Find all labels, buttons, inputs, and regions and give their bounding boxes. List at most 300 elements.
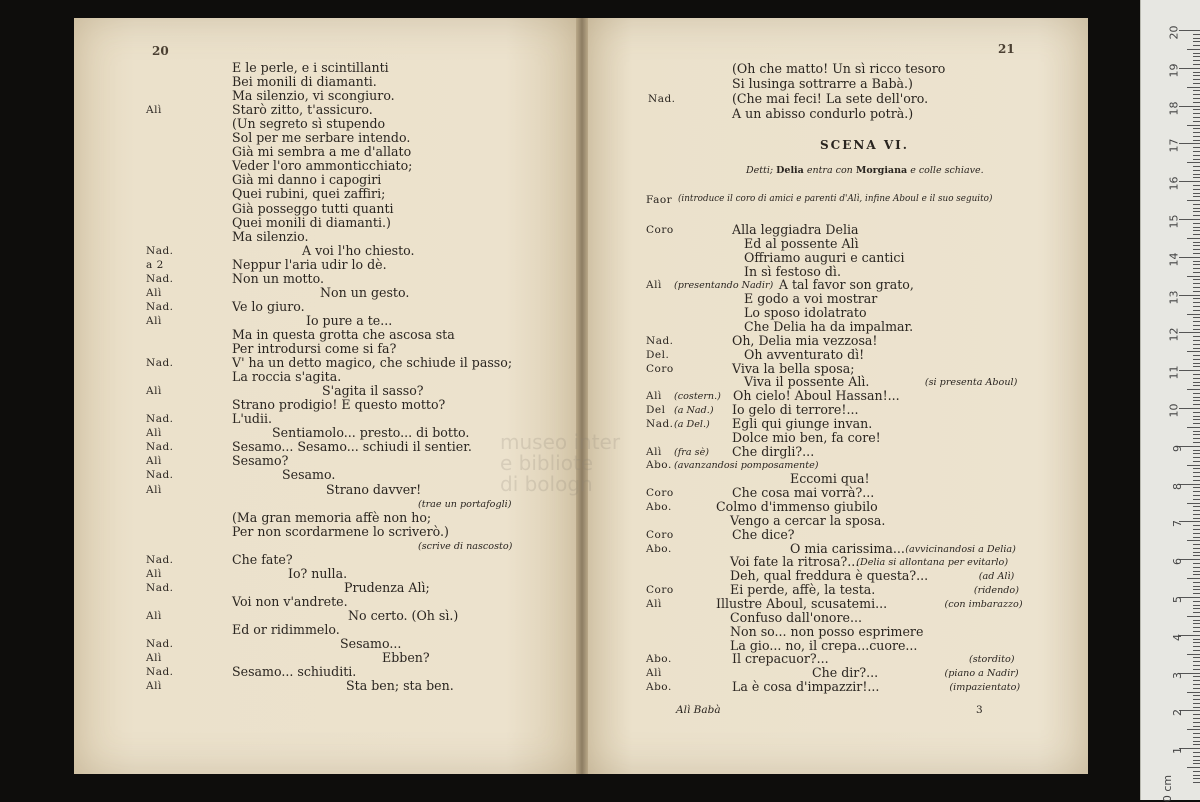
speaker-label: Coro bbox=[646, 528, 674, 541]
verse-line: Ma silenzio. bbox=[232, 228, 309, 244]
ruler-tick bbox=[1193, 223, 1200, 224]
ruler-tick bbox=[1193, 782, 1200, 783]
ruler-tick bbox=[1193, 707, 1200, 708]
watermark-line: e bibliote bbox=[500, 451, 594, 475]
ruler-tick bbox=[1193, 582, 1200, 583]
ruler-number: 5 bbox=[1171, 596, 1184, 603]
ruler-tick bbox=[1187, 616, 1200, 617]
speaker-label: Abo. bbox=[646, 459, 672, 472]
ruler-tick bbox=[1193, 642, 1200, 643]
ruler-tick bbox=[1193, 215, 1200, 216]
left-page-number: 20 bbox=[152, 44, 169, 58]
ruler-tick bbox=[1187, 729, 1200, 730]
ruler-tick bbox=[1193, 211, 1200, 212]
ruler-tick bbox=[1193, 45, 1200, 46]
verse-line: (Un segreto sì stupendo bbox=[232, 116, 386, 132]
verse-line: S'agita il sasso? bbox=[322, 383, 424, 399]
speaker-label: Coro bbox=[646, 224, 674, 236]
speaker-label: Alì bbox=[146, 385, 162, 398]
ruler-tick bbox=[1187, 692, 1200, 693]
verse-line: Che fate? bbox=[232, 551, 293, 567]
ruler-tick bbox=[1193, 98, 1200, 99]
ruler-tick bbox=[1193, 763, 1200, 764]
speaker-label: Nad. bbox=[648, 93, 676, 105]
verse-line: A un abisso condurlo potrà.) bbox=[732, 106, 914, 121]
verse-line: Che dirgli?... bbox=[732, 443, 815, 459]
verse-line: Sesamo... schiuditi. bbox=[232, 664, 357, 680]
stage-direction-italic: (ridendo) bbox=[973, 585, 1019, 597]
footer-title: Alì Babà bbox=[676, 704, 721, 716]
ruler-tick bbox=[1193, 56, 1200, 57]
verse-line: In sì festoso dì. bbox=[744, 263, 841, 279]
faor-speaker: Faor bbox=[646, 194, 673, 206]
verse-line: Già mi sembra a me d'allato bbox=[232, 144, 412, 160]
ruler-tick bbox=[1193, 174, 1200, 175]
ruler-tick bbox=[1193, 676, 1200, 677]
ruler-tick bbox=[1193, 264, 1200, 265]
ruler-number: 7 bbox=[1171, 520, 1184, 528]
ruler-tick bbox=[1193, 438, 1200, 439]
ruler-tick bbox=[1179, 68, 1200, 69]
ruler-tick bbox=[1193, 336, 1200, 337]
stage-direction-italic: (trae un portafogli) bbox=[418, 498, 512, 510]
ruler-tick bbox=[1193, 177, 1200, 178]
ruler-tick bbox=[1193, 329, 1200, 330]
ruler-tick bbox=[1193, 714, 1200, 715]
ruler-tick bbox=[1193, 480, 1200, 481]
ruler-tick bbox=[1193, 374, 1200, 375]
ruler-tick bbox=[1193, 185, 1200, 186]
ruler-number: 10 bbox=[1167, 403, 1181, 418]
ruler-tick bbox=[1187, 276, 1200, 277]
ruler-tick bbox=[1193, 665, 1200, 666]
speaker-direction: (a Nad.) bbox=[674, 405, 714, 417]
verse-line: Voi non v'andrete. bbox=[232, 593, 348, 609]
verse-line: (Ma gran memoria affè non ho; bbox=[232, 509, 432, 525]
speaker-label: Alì bbox=[146, 652, 162, 665]
speaker-label: Nad. bbox=[146, 581, 174, 594]
ruler-tick bbox=[1193, 737, 1200, 738]
verse-line: Non un gesto. bbox=[320, 284, 410, 300]
verse-line: Sesamo? bbox=[232, 453, 289, 469]
ruler-tick bbox=[1193, 306, 1200, 307]
verse-line: Ve lo giuro. bbox=[232, 298, 305, 314]
ruler-tick bbox=[1193, 491, 1200, 492]
verse-line: Ma in questa grotta che ascosa sta bbox=[232, 326, 455, 342]
verse-line: Già mi danno i capogiri bbox=[232, 172, 382, 188]
ruler-tick bbox=[1193, 548, 1200, 549]
ruler-tick bbox=[1193, 227, 1200, 228]
ruler-tick bbox=[1193, 132, 1200, 133]
stage-direction-italic: (con imbarazzo) bbox=[944, 598, 1023, 610]
ruler-tick bbox=[1187, 125, 1200, 126]
ruler-tick bbox=[1193, 487, 1200, 488]
ruler-tick bbox=[1193, 506, 1200, 507]
verse-line: Ed al possente Alì bbox=[744, 235, 859, 251]
ruler-tick bbox=[1193, 680, 1200, 681]
ruler-tick bbox=[1193, 196, 1200, 197]
ruler-tick bbox=[1193, 775, 1200, 776]
ruler-tick bbox=[1187, 238, 1200, 239]
verse-line: A voi l'ho chiesto. bbox=[302, 242, 415, 258]
ruler-tick bbox=[1193, 620, 1200, 621]
watermark-line: di bologn bbox=[500, 472, 593, 496]
speaker-label: Alì bbox=[146, 483, 162, 496]
ruler-tick bbox=[1187, 351, 1200, 352]
ruler-tick bbox=[1179, 332, 1200, 333]
ruler-number: 18 bbox=[1167, 101, 1181, 116]
speaker-direction: (fra sè) bbox=[674, 446, 709, 458]
ruler-tick bbox=[1193, 646, 1200, 647]
ruler-tick bbox=[1193, 555, 1200, 556]
ruler-tick bbox=[1193, 261, 1200, 262]
verse-line: Che Delia ha da impalmar. bbox=[744, 318, 914, 334]
ruler-tick bbox=[1179, 257, 1200, 258]
stage-direction-italic: (avvicinandosi a Delia) bbox=[905, 543, 1016, 555]
verse-line: Voi fate la ritrosa?... bbox=[730, 554, 860, 570]
ruler-tick bbox=[1193, 639, 1200, 640]
ruler-tick bbox=[1193, 83, 1200, 84]
speaker-label: Nad. bbox=[146, 638, 174, 651]
ruler-tick bbox=[1193, 468, 1200, 469]
speaker-label: Abo. bbox=[646, 653, 672, 666]
ruler-tick bbox=[1193, 79, 1200, 80]
ruler-tick bbox=[1193, 268, 1200, 269]
ruler-tick bbox=[1187, 540, 1200, 541]
verse-line: Già posseggo tutti quanti bbox=[232, 200, 394, 216]
stage-direction-italic: (piano a Nadir) bbox=[944, 668, 1019, 680]
speaker-label: Alì bbox=[646, 667, 662, 680]
ruler-tick bbox=[1193, 703, 1200, 704]
ruler-tick bbox=[1187, 200, 1200, 201]
verse-line: Io pure a te... bbox=[306, 312, 393, 328]
ruler-tick bbox=[1193, 461, 1200, 462]
ruler-tick bbox=[1179, 295, 1200, 296]
verse-line: Oh cielo! Aboul Hassan!... bbox=[733, 388, 900, 404]
verse-line: No certo. (Oh sì.) bbox=[348, 607, 459, 623]
ruler-tick bbox=[1179, 106, 1200, 107]
ruler-tick bbox=[1193, 90, 1200, 91]
verse-line: Sesamo... Sesamo... schiudi il sentier. bbox=[232, 439, 472, 455]
ruler-tick bbox=[1193, 601, 1200, 602]
verse-line: Per introdursi come si fa? bbox=[232, 341, 397, 356]
speaker-label: Nad. bbox=[146, 469, 174, 482]
ruler-tick bbox=[1193, 495, 1200, 496]
ruler-tick bbox=[1187, 578, 1200, 579]
ruler-tick bbox=[1193, 537, 1200, 538]
ruler-tick bbox=[1187, 503, 1200, 504]
ruler-number: 16 bbox=[1167, 176, 1181, 191]
ruler-tick bbox=[1187, 654, 1200, 655]
ruler-tick bbox=[1179, 143, 1200, 144]
ruler-tick bbox=[1193, 605, 1200, 606]
verse-line: (Oh che matto! Un sì ricco tesoro bbox=[732, 61, 946, 76]
ruler-tick bbox=[1193, 53, 1200, 54]
ruler-tick bbox=[1193, 571, 1200, 572]
ruler-tick bbox=[1193, 744, 1200, 745]
speaker-label: Nad. bbox=[146, 413, 174, 426]
ruler-tick bbox=[1193, 627, 1200, 628]
verse-line: Veder l'oro ammonticchiato; bbox=[232, 158, 413, 174]
ruler-tick bbox=[1193, 230, 1200, 231]
ruler-number: 19 bbox=[1167, 63, 1181, 78]
ruler-tick bbox=[1193, 378, 1200, 379]
ruler-tick bbox=[1193, 518, 1200, 519]
ruler-tick bbox=[1187, 87, 1200, 88]
verse-line: Che dir?... bbox=[812, 665, 879, 681]
speaker-label: Nad. bbox=[146, 553, 174, 566]
ruler-tick bbox=[1193, 34, 1200, 35]
ruler-tick bbox=[1193, 431, 1200, 432]
ruler-number: 14 bbox=[1167, 252, 1181, 267]
verse-line: O mia carissima... bbox=[790, 540, 905, 556]
ruler-tick bbox=[1193, 741, 1200, 742]
ruler-tick bbox=[1193, 279, 1200, 280]
ruler-tick bbox=[1187, 314, 1200, 315]
ruler-tick bbox=[1193, 695, 1200, 696]
ruler-tick bbox=[1193, 208, 1200, 209]
stage-direction-italic: (impazientato) bbox=[949, 682, 1021, 694]
ruler-tick bbox=[1193, 242, 1200, 243]
ruler-tick bbox=[1193, 404, 1200, 405]
verse-line: A tal favor son grato, bbox=[778, 277, 914, 293]
ruler-tick bbox=[1193, 310, 1200, 311]
speaker-label: Nad. bbox=[146, 666, 174, 679]
verse-line: Neppur l'aria udir lo dè. bbox=[232, 256, 387, 272]
verse-line: Sta ben; sta ben. bbox=[346, 678, 454, 694]
ruler-tick bbox=[1193, 442, 1200, 443]
verse-line: Bei monili di diamanti. bbox=[232, 74, 377, 90]
speaker-label: Nad. bbox=[146, 244, 174, 257]
ruler-tick bbox=[1187, 767, 1200, 768]
speaker-label: a 2 bbox=[146, 258, 164, 271]
speaker-direction: (costern.) bbox=[674, 391, 721, 403]
speaker-label: Alì bbox=[646, 445, 662, 458]
scene-title: SCENA VI. bbox=[820, 138, 909, 152]
ruler-tick bbox=[1193, 245, 1200, 246]
ruler-tick bbox=[1193, 400, 1200, 401]
verse-line: Viva la bella sposa; bbox=[732, 360, 855, 376]
ruler-tick bbox=[1193, 650, 1200, 651]
speaker-label: Alì bbox=[146, 567, 162, 580]
ruler-tick bbox=[1193, 253, 1200, 254]
stage-direction-italic: (ad Alì) bbox=[978, 571, 1015, 583]
ruler-number: 9 bbox=[1171, 444, 1184, 452]
speaker-label: Abo. bbox=[646, 501, 672, 513]
verse-line: Che cosa mai vorrà?... bbox=[732, 485, 875, 501]
ruler-tick bbox=[1193, 567, 1200, 568]
ruler-tick bbox=[1193, 147, 1200, 148]
ruler-tick bbox=[1193, 41, 1200, 42]
ruler-tick bbox=[1193, 778, 1200, 779]
ruler-tick bbox=[1193, 450, 1200, 451]
ruler-number: 13 bbox=[1167, 290, 1181, 305]
speaker-label: Alì bbox=[646, 390, 662, 403]
ruler-tick bbox=[1193, 38, 1200, 39]
verse-line: Sentiamolo... presto... di botto. bbox=[272, 425, 470, 441]
verse-line: Starò zitto, t'assicuro. bbox=[232, 102, 373, 118]
verse-line: Quei monili di diamanti.) bbox=[232, 214, 391, 230]
ruler-tick bbox=[1193, 533, 1200, 534]
ruler-tick bbox=[1179, 219, 1200, 220]
verse-line: Vengo a cercar la sposa. bbox=[730, 512, 886, 528]
ruler-tick bbox=[1193, 272, 1200, 273]
ruler-number: 20 bbox=[1167, 25, 1181, 40]
ruler-tick bbox=[1193, 733, 1200, 734]
verse-line: Sesamo... bbox=[340, 636, 402, 652]
ruler-tick bbox=[1193, 344, 1200, 345]
verse-line: Viva il possente Alì. bbox=[744, 374, 870, 390]
speaker-direction: (a Del.) bbox=[674, 418, 710, 430]
ruler-tick bbox=[1193, 525, 1200, 526]
ruler-number: 6 bbox=[1171, 558, 1184, 566]
verse-line: Si lusinga sottrarre a Babà.) bbox=[732, 76, 913, 91]
ruler-tick bbox=[1193, 419, 1200, 420]
speaker-label: Alì bbox=[146, 104, 162, 117]
ruler-number: 12 bbox=[1167, 327, 1181, 342]
verse-line: Ei perde, affè, la testa. bbox=[730, 582, 876, 598]
ruler-tick bbox=[1193, 204, 1200, 205]
speaker-label: Alì bbox=[146, 609, 162, 622]
ruler-tick bbox=[1193, 385, 1200, 386]
verse-line: Per non scordarmene lo scriverò.) bbox=[232, 523, 449, 539]
ruler-tick bbox=[1193, 382, 1200, 383]
verse-line: La roccia s'agita. bbox=[232, 369, 342, 385]
right-page-number: 21 bbox=[998, 42, 1015, 56]
verse-line: Ma silenzio, vi scongiuro. bbox=[232, 88, 395, 104]
verse-line: Dolce mio ben, fa core! bbox=[732, 429, 881, 445]
ruler-tick bbox=[1193, 302, 1200, 303]
ruler-tick bbox=[1193, 453, 1200, 454]
ruler-tick bbox=[1193, 472, 1200, 473]
verse-line: Strano prodigio! E questo motto? bbox=[232, 397, 446, 413]
ruler-tick bbox=[1193, 393, 1200, 394]
verse-line: E godo a voi mostrar bbox=[744, 291, 878, 307]
ruler-tick bbox=[1193, 136, 1200, 137]
speaker-direction: (avanzandosi pomposamente) bbox=[674, 460, 819, 472]
speaker-label: Coro bbox=[646, 487, 674, 500]
verse-line: Sesamo. bbox=[282, 467, 336, 483]
ruler-tick bbox=[1193, 193, 1200, 194]
speaker-label: Alì bbox=[146, 314, 162, 327]
ruler-tick bbox=[1193, 586, 1200, 587]
ruler-tick bbox=[1193, 593, 1200, 594]
verse-line: Sol per me serbare intendo. bbox=[232, 130, 411, 146]
ruler-tick bbox=[1193, 121, 1200, 122]
ruler-tick bbox=[1193, 234, 1200, 235]
ruler-tick bbox=[1193, 283, 1200, 284]
ruler-tick bbox=[1193, 94, 1200, 95]
footer-signature: 3 bbox=[976, 704, 983, 716]
ruler-tick bbox=[1193, 340, 1200, 341]
verse-line: Colmo d'immenso giubilo bbox=[716, 499, 878, 514]
ruler-tick bbox=[1193, 563, 1200, 564]
ruler-tick bbox=[1193, 64, 1200, 65]
ruler-tick bbox=[1193, 434, 1200, 435]
ruler-tick bbox=[1193, 113, 1200, 114]
verse-line: Oh avventurato dì! bbox=[744, 346, 865, 362]
verse-line: Ebben? bbox=[382, 650, 430, 666]
stage-direction-italic: (si presenta Aboul) bbox=[924, 377, 1018, 389]
ruler-tick bbox=[1193, 325, 1200, 326]
verse-line: (Che mai feci! La sete dell'oro. bbox=[732, 91, 929, 106]
speaker-label: Alì bbox=[146, 455, 162, 468]
ruler-tick bbox=[1179, 370, 1200, 371]
verse-line: Confuso dall'onore... bbox=[730, 609, 862, 625]
ruler-tick bbox=[1193, 363, 1200, 364]
stage-direction-italic: (Delia si allontana per evitarlo) bbox=[856, 557, 1009, 569]
verse-line: Non un motto. bbox=[232, 270, 324, 286]
ruler-tick bbox=[1193, 359, 1200, 360]
ruler-tick bbox=[1193, 529, 1200, 530]
verse-line: Oh, Delia mia vezzosa! bbox=[732, 332, 878, 348]
ruler-tick bbox=[1193, 291, 1200, 292]
measuring-ruler bbox=[1140, 0, 1200, 800]
verse-line: Io? nulla. bbox=[288, 565, 348, 581]
speaker-direction: (presentando Nadir) bbox=[674, 280, 774, 292]
ruler-tick bbox=[1193, 514, 1200, 515]
ruler-tick bbox=[1193, 109, 1200, 110]
ruler-tick bbox=[1193, 771, 1200, 772]
ruler-tick bbox=[1193, 718, 1200, 719]
ruler-tick bbox=[1193, 612, 1200, 613]
ruler-tick bbox=[1193, 476, 1200, 477]
ruler-tick bbox=[1193, 423, 1200, 424]
ruler-tick bbox=[1179, 181, 1200, 182]
speaker-label: Nad. bbox=[646, 334, 674, 347]
ruler-tick bbox=[1193, 348, 1200, 349]
ruler-tick bbox=[1187, 427, 1200, 428]
ruler-tick bbox=[1187, 162, 1200, 163]
ruler-number: 3 bbox=[1171, 671, 1184, 679]
ruler-tick bbox=[1193, 608, 1200, 609]
verse-line: Quei rubini, quei zaffiri; bbox=[232, 186, 386, 202]
speaker-label: Alì bbox=[146, 286, 162, 299]
ruler-tick bbox=[1193, 552, 1200, 553]
speaker-label: Nad. bbox=[146, 300, 174, 313]
ruler-tick bbox=[1193, 189, 1200, 190]
verse-line: Eccomi qua! bbox=[790, 471, 870, 487]
speaker-label: Coro bbox=[646, 362, 674, 375]
faor-direction: (introduce il coro di amici e parenti d'Alì, infine Aboul e il suo seguito) bbox=[678, 194, 993, 204]
verse-line: Illustre Aboul, scusatemi... bbox=[716, 595, 888, 611]
ruler-tick bbox=[1193, 661, 1200, 662]
verse-line: Deh, qual freddura è questa?... bbox=[730, 568, 929, 584]
ruler-tick bbox=[1193, 752, 1200, 753]
ruler-tick bbox=[1193, 574, 1200, 575]
ruler-tick bbox=[1193, 317, 1200, 318]
ruler-tick bbox=[1193, 688, 1200, 689]
ruler-number: 1 bbox=[1171, 747, 1184, 755]
ruler-tick bbox=[1193, 128, 1200, 129]
ruler-tick bbox=[1187, 49, 1200, 50]
speaker-label: Del. bbox=[646, 348, 670, 361]
verse-line: L'udii. bbox=[232, 411, 273, 427]
verse-line: La è cosa d'impazzir!... bbox=[732, 679, 880, 695]
verse-line: Alla leggiadra Delia bbox=[732, 222, 859, 237]
ruler-tick bbox=[1193, 631, 1200, 632]
library-watermark bbox=[500, 432, 620, 495]
speaker-label: Nad. bbox=[646, 417, 674, 430]
verse-line: Io gelo di terrore!... bbox=[732, 402, 859, 418]
ruler-tick bbox=[1193, 657, 1200, 658]
verse-line: Che dice? bbox=[732, 526, 795, 542]
verse-line: Il crepacuor?... bbox=[732, 651, 829, 667]
speaker-label: Nad. bbox=[146, 441, 174, 454]
speaker-label: Nad. bbox=[146, 357, 174, 370]
verse-line: Ed or ridimmelo. bbox=[232, 622, 340, 637]
ruler-number: 8 bbox=[1171, 482, 1184, 490]
